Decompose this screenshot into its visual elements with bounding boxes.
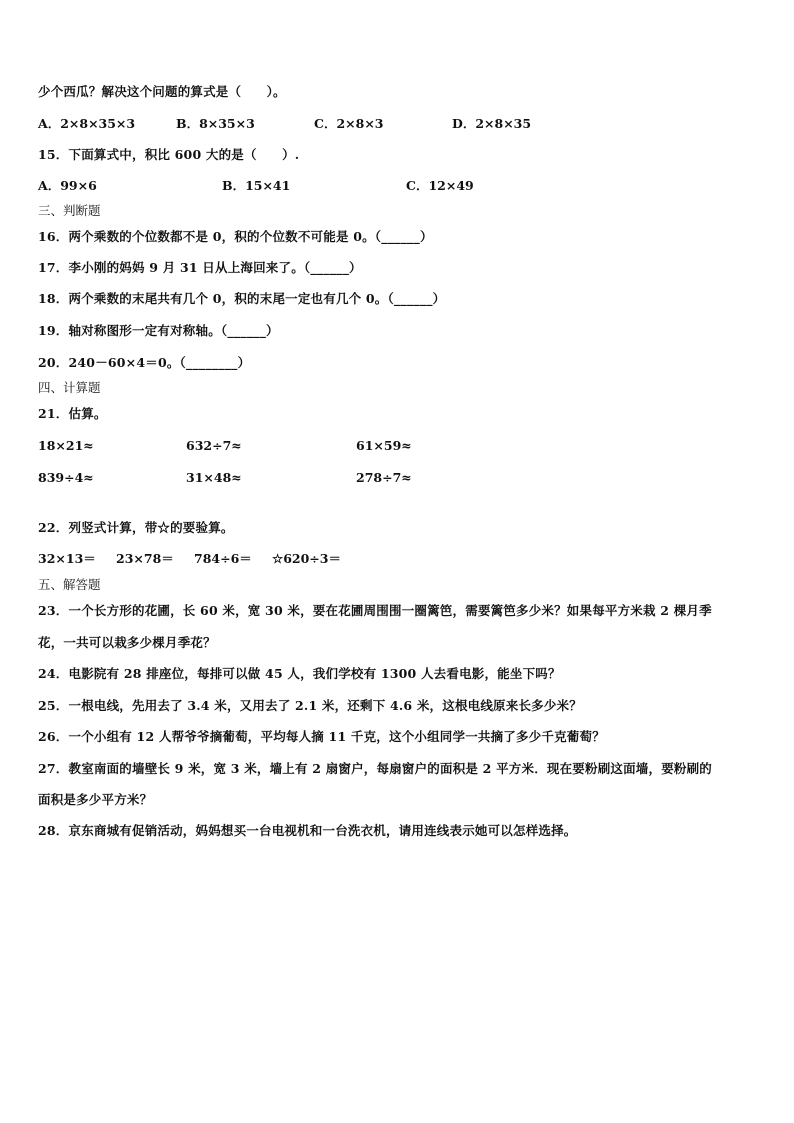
section-3-heading: 三、判断题: [38, 203, 101, 218]
vertical-calc-item: 23×78＝: [116, 551, 174, 566]
section-5-heading: 五、解答题: [38, 577, 101, 592]
q27-line1: 27．教室南面的墙壁长 9 米，宽 3 米，墙上有 2 扇窗户，每扇窗户的面积是 2 平方米．现在要粉刷这面墙，要粉刷的: [38, 761, 713, 776]
q18: 18．两个乘数的末尾共有几个 0，积的末尾一定也有几个 0。（______）: [38, 291, 446, 306]
q21-stem: 21．估算。: [38, 406, 107, 421]
q17: 17．李小刚的妈妈 9 月 31 日从上海回来了。（______）: [38, 260, 362, 275]
estimate-item: 18×21≈: [38, 438, 94, 453]
q26: 26．一个小组有 12 人帮爷爷摘葡萄，平均每人摘 11 千克，这个小组同学一共摘了多少千克葡萄？: [38, 729, 605, 744]
estimate-item: 632÷7≈: [186, 438, 242, 453]
q25: 25．一根电线，先用去了 3.4 米，又用去了 2.1 米，还剩下 4.6 米，这根电线原来长多少米？: [38, 698, 582, 713]
q14-continuation: 少个西瓜？解决这个问题的算式是（ ）。: [38, 84, 286, 99]
q16: 16．两个乘数的个位数都不是 0，积的个位数不可能是 0。（______）: [38, 229, 433, 244]
estimate-item: 31×48≈: [186, 470, 242, 485]
q15-stem: 15．下面算式中，积比 600 大的是（ ）.: [38, 147, 300, 162]
q15-option-a: A．99×6: [38, 178, 97, 193]
q20: 20．240－60×4＝0。（________）: [38, 355, 251, 370]
q23-line2: 花，一共可以栽多少棵月季花？: [38, 635, 216, 650]
q19: 19．轴对称图形一定有对称轴。（______）: [38, 323, 279, 338]
vertical-calc-item: ☆620÷3＝: [272, 551, 341, 566]
estimate-item: 61×59≈: [356, 438, 412, 453]
q27-line2: 面积是多少平方米？: [38, 792, 153, 807]
q14-option-c: C．2×8×3: [314, 116, 384, 131]
section-4-heading: 四、计算题: [38, 380, 101, 395]
q23-line1: 23．一个长方形的花圃，长 60 米，宽 30 米，要在花圃周围围一圈篱笆，需要篱笆多少米？如果每平方米栽 2 棵月季: [38, 603, 712, 618]
vertical-calc-item: 784÷6＝: [194, 551, 252, 566]
q15-option-b: B．15×41: [222, 178, 291, 193]
estimate-item: 278÷7≈: [356, 470, 412, 485]
q24: 24．电影院有 28 排座位，每排可以做 45 人，我们学校有 1300 人去看电影，能坐下吗？: [38, 666, 561, 681]
estimate-item: 839÷4≈: [38, 470, 94, 485]
vertical-calc-item: 32×13＝: [38, 551, 96, 566]
q15-option-c: C．12×49: [406, 178, 474, 193]
q14-option-a: A．2×8×35×3: [38, 116, 136, 131]
q22-stem: 22．列竖式计算，带☆的要验算。: [38, 520, 234, 535]
q28: 28．京东商城有促销活动，妈妈想买一台电视机和一台洗衣机，请用连线表示她可以怎样选择。: [38, 823, 577, 838]
q14-option-d: D．2×8×35: [452, 116, 532, 131]
q14-option-b: B．8×35×3: [176, 116, 255, 131]
